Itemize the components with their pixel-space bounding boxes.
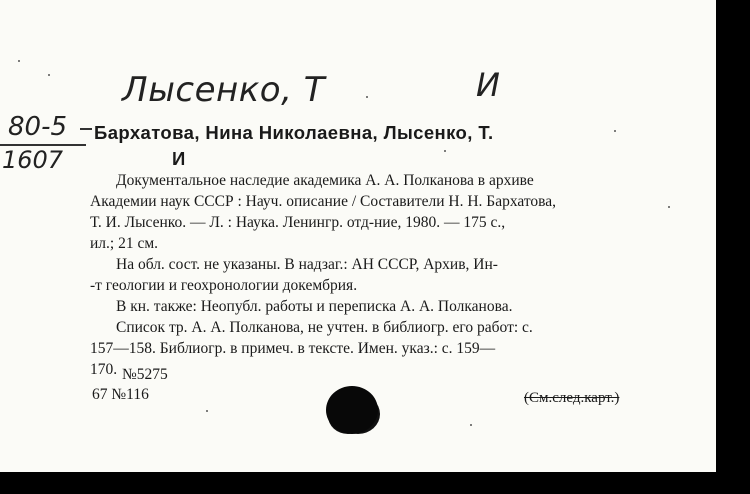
call-number-dash [80,128,92,130]
description-line: Академии наук СССР : Науч. описание / Составители Н. Н. Бархатова, [90,193,557,210]
inventory-number: №5275 [122,366,168,383]
notes-line: Список тр. А. А. Полканова, не учтен. в библиогр. его работ: с. [116,319,533,336]
speck [18,60,20,62]
ink-blot-stamp [326,386,378,434]
speck [668,206,670,208]
inventory-number-2: 67 №116 [92,386,149,403]
speck [206,410,208,412]
speck [470,424,472,426]
description-line: Т. И. Лысенко. — Л. : Наука. Ленингр. отд-ние, 1980. — 175 с., [90,214,506,231]
speck [614,130,616,132]
heading-authors: Бархатова, Нина Николаевна, Лысенко, Т. [94,122,494,143]
bibliographic-description [90,170,660,380]
notes-line: -т геологии и геохронологии докембрия. [90,277,358,294]
struck-out-note: (См.след.карт.) [524,390,620,406]
notes-line: В кн. также: Неопубл. работы и переписка А. А. Полканова. [116,298,513,315]
handwritten-mark: И [476,66,500,104]
notes-line: На обл. сост. не указаны. В надзаг.: АН СССР, Архив, Ин- [116,256,498,273]
description-line: Документальное наследие академика А. А. Полканова в архиве [116,172,534,189]
notes-line: 157—158. Библиогр. в примеч. в тексте. Имен. указ.: с. 159— [90,340,496,357]
call-number-top: 80-5 [8,112,68,142]
speck [444,150,446,152]
handwritten-author-name: Лысенко, Т [122,70,325,110]
speck [366,96,368,98]
heading-authors-cont: И [172,148,186,169]
description-line: ил.; 21 см. [90,235,159,252]
call-number-bottom: 1607 [2,146,64,174]
speck [48,74,50,76]
notes-line: 170. [90,361,118,378]
